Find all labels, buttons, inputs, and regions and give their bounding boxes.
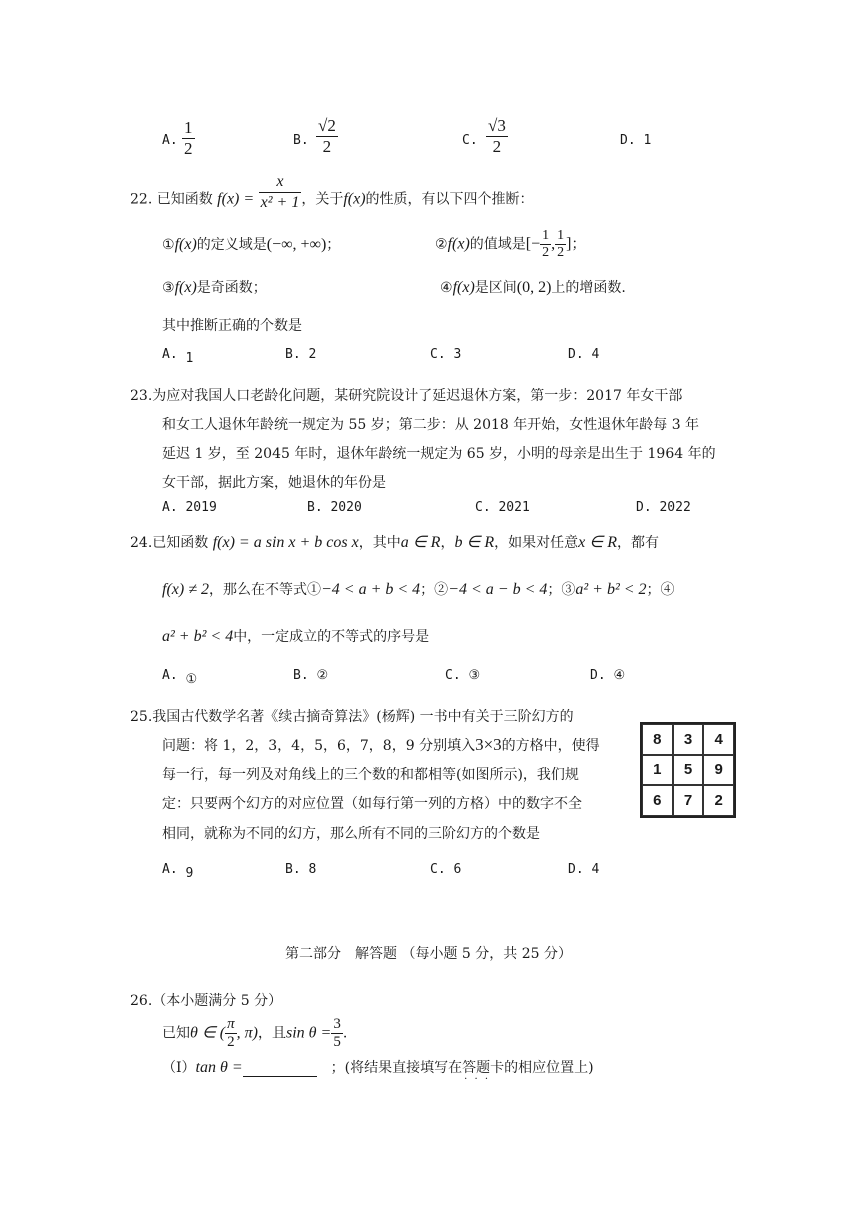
q25-line-1 [130, 706, 574, 726]
magic-square-cell: 5 [673, 755, 704, 786]
circled-number: ④ [440, 280, 453, 296]
option-label: A. [162, 862, 178, 877]
question-number: 23. [130, 388, 153, 404]
bracket: ] [566, 235, 572, 253]
q21-option-b-label: B. [293, 133, 309, 148]
option-value: 1 [643, 133, 652, 148]
statement-text: 的值域是 [469, 236, 526, 253]
stem-text: ；② [420, 582, 449, 598]
math-expression: θ ∈ ( [190, 1024, 226, 1042]
magic-square-cell: 3 [673, 724, 704, 755]
statement-text: 是奇函数； [196, 280, 267, 296]
stem-text: 为应对我国人口老龄化问题，某研究院设计了延迟退休方案，第一步：2017 年女干部 [152, 388, 683, 404]
q22-stem [130, 173, 534, 213]
fraction-numerator: 3 [333, 1016, 341, 1032]
fraction-numerator: π [227, 1016, 235, 1032]
instruction-text: ；(将结果直接填写在 [330, 1060, 463, 1076]
part2-heading: 第二部分 解答题 （每小题 5 分，共 25 分） [285, 946, 572, 962]
magic-square-cell: 7 [673, 785, 704, 816]
q25-option-d: D. 4 [568, 862, 600, 877]
q21-option-c-label: C. [462, 133, 478, 148]
q25-option-a [162, 862, 194, 881]
q25-line-4: 定：只要两个幻方的对应位置（如每行第一列的方格）中的数字不全 [162, 796, 582, 812]
fraction-denominator: 2 [542, 245, 550, 260]
fraction-numerator: √2 [318, 116, 336, 135]
magic-square-cell: 8 [642, 724, 673, 755]
magic-square-cell: 1 [642, 755, 673, 786]
fraction-denominator: x² + 1 [260, 194, 300, 211]
q24-option-d: D. ④ [590, 668, 626, 683]
stem-text: ；③ [547, 582, 576, 598]
stem-text: 中，一定成立的不等式的序号是 [233, 629, 430, 645]
punctuation: . [342, 1025, 348, 1042]
q24-line-2 [162, 579, 675, 599]
fraction-denominator: 2 [227, 1034, 235, 1050]
q21-option-a-value [182, 118, 195, 159]
answer-sheet-emphasis: 答题卡 · · · [462, 1060, 504, 1076]
q22-statement-4 [440, 277, 626, 297]
stem-text: 的性质，有以下四个推断： [365, 191, 534, 208]
q23-option-a: A. 2019 [162, 500, 217, 515]
stem-text: 已知 [162, 1025, 190, 1042]
stem-text: ，关于 [301, 191, 344, 208]
q23-line-3: 延迟 1 岁，至 2045 年时，退休年龄统一规定为 65 岁，小明的母亲是出生于 1964 年的 [162, 446, 716, 462]
q21-option-a-label: A. [162, 133, 178, 148]
math-expression: f(x) ≠ 2 [162, 581, 209, 598]
stem-text: ；④ [646, 582, 675, 598]
math-expression: , π) [236, 1024, 258, 1042]
q24-option-b: B. ② [293, 668, 329, 683]
q24-line-1 [130, 532, 659, 552]
q22-option-b: B. 2 [285, 347, 317, 362]
q26-condition [162, 1016, 347, 1051]
math-expression: 3×3 [475, 735, 502, 754]
inequality-4: a² + b² < 4 [162, 628, 234, 645]
inequality-3: a² + b² < 2 [575, 581, 647, 598]
instruction-text: 的相应位置上) [504, 1060, 594, 1076]
q24-option-a [162, 668, 198, 687]
stem-text: ，都有 [616, 535, 659, 551]
option-value: ① [185, 672, 198, 687]
statement-text: 的定义域是 [196, 237, 267, 253]
q23-option-d: D. 2022 [636, 500, 691, 515]
fraction-denominator: 2 [184, 139, 193, 158]
q24-option-c: C. ③ [445, 668, 481, 683]
magic-square-cell: 4 [703, 724, 734, 755]
q22-question: 其中推断正确的个数是 [162, 318, 302, 334]
function-expression: f(x) [174, 279, 197, 296]
fraction-denominator: 5 [333, 1034, 341, 1050]
interval-expression: (0, 2) [516, 279, 552, 296]
q23-option-c: C. 2021 [475, 500, 530, 515]
question-number: 25. [130, 709, 153, 725]
q22-statement-3 [162, 277, 267, 297]
math-expression: a ∈ R [400, 534, 441, 551]
inequality-2: −4 < a − b < 4 [448, 581, 548, 598]
interval-expression: (−∞, +∞) [266, 236, 327, 253]
function-expression: f(x) [343, 190, 366, 208]
stem-text: 已知函数 [152, 535, 209, 551]
fraction-numerator: 1 [184, 118, 193, 137]
fraction-numerator: 1 [542, 228, 550, 243]
function-expression: f(x) [174, 236, 197, 253]
q23-line-4: 女干部，据此方案，她退休的年份是 [162, 475, 386, 491]
option-label: A. [162, 347, 178, 362]
q23-option-b: B. 2020 [307, 500, 362, 515]
math-expression: tan θ = [195, 1059, 243, 1076]
question-number: 26. [130, 993, 153, 1009]
answer-blank[interactable] [243, 1062, 317, 1077]
fraction-denominator: 2 [557, 245, 565, 260]
q25-option-c: C. 6 [430, 862, 462, 877]
function-expression: f(x) [452, 279, 475, 296]
q26-header [130, 990, 282, 1010]
fraction-denominator: 2 [322, 137, 332, 156]
statement-text: 上的增函数. [551, 280, 626, 296]
option-value: 9 [185, 866, 194, 881]
magic-square-cell: 2 [703, 785, 734, 816]
punctuation: ； [571, 236, 586, 253]
stem-text: ，其中 [358, 535, 401, 551]
circled-number: ② [435, 236, 448, 253]
magic-square-figure [640, 722, 736, 818]
inequality-1: −4 < a + b < 4 [320, 581, 421, 598]
stem-text: ，如果对任意 [494, 535, 579, 551]
q22-statement-2 [435, 228, 585, 261]
function-expression: f(x) [447, 235, 470, 253]
q21-option-c-value [486, 116, 508, 157]
statement-text: 是区间 [474, 280, 517, 296]
q22-statement-1 [162, 234, 340, 254]
magic-square-cell: 6 [642, 785, 673, 816]
q25-line-3: 每一行，每一列及对角线上的三个数的和都相等(如图所示)，我们规 [162, 767, 579, 783]
q21-option-b-value [316, 116, 338, 157]
q25-option-b: B. 8 [285, 862, 317, 877]
option-value: 1 [185, 351, 194, 366]
math-expression: sin θ = [285, 1024, 332, 1042]
function-expression: f(x) = a sin x + b cos x [212, 534, 359, 551]
stem-text: ，那么在不等式① [208, 582, 321, 598]
score-note: （本小题满分 5 分） [152, 993, 283, 1009]
circled-number: ① [162, 237, 175, 253]
magic-square-cell: 9 [703, 755, 734, 786]
q22-option-d: D. 4 [568, 347, 600, 362]
math-expression: b ∈ R [454, 534, 495, 551]
fraction-numerator: x [259, 172, 302, 193]
comma: , [551, 235, 556, 253]
question-number: 22. [130, 191, 153, 208]
q26-part-1 [162, 1057, 594, 1077]
stem-text: 问题：将 1，2，3，4，5，6，7，8，9 分别填入 [162, 738, 476, 754]
punctuation: ； [326, 237, 341, 253]
stem-text: 已知函数 [156, 191, 213, 208]
circled-number: ③ [162, 280, 175, 296]
bracket: [− [525, 235, 541, 253]
stem-text: 我国古代数学名著《续古摘奇算法》(杨辉) 一书中有关于三阶幻方的 [152, 709, 574, 725]
q22-option-a [162, 347, 194, 366]
question-number: 24. [130, 535, 153, 551]
stem-text: 的方格中，使得 [501, 738, 600, 754]
stem-text: ，且 [257, 1025, 286, 1042]
function-expression: f(x) = [217, 190, 255, 208]
option-label: D. [620, 133, 636, 148]
q21-option-d [620, 133, 651, 148]
math-expression: x ∈ R [578, 534, 617, 551]
q23-line-1 [130, 385, 682, 405]
fraction-numerator: √3 [488, 116, 506, 135]
q22-option-c: C. 3 [430, 347, 462, 362]
fraction-denominator: 2 [492, 137, 502, 156]
fraction-numerator: 1 [557, 228, 565, 243]
q24-line-3 [162, 626, 429, 646]
q25-line-2 [162, 735, 600, 755]
part-label: （Ⅰ） [162, 1060, 196, 1076]
q25-line-5: 相同，就称为不同的幻方，那么所有不同的三阶幻方的个数是 [162, 826, 540, 842]
q23-line-2: 和女工人退休年龄统一规定为 55 岁；第二步：从 2018 年开始，女性退休年龄每 3 年 [162, 417, 700, 433]
option-label: A. [162, 668, 178, 683]
stem-text: ， [440, 535, 455, 551]
